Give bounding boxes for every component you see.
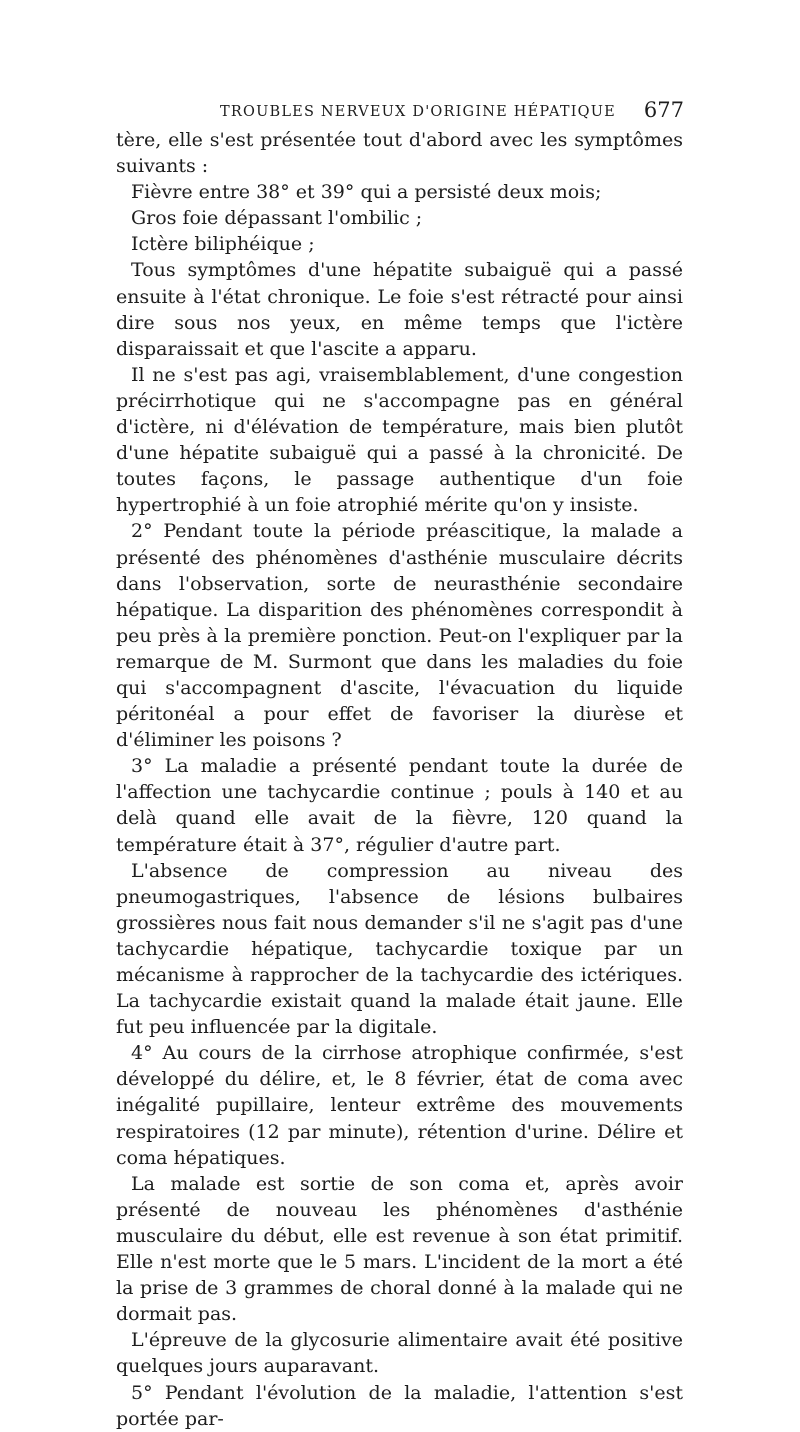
running-header (114, 98, 686, 128)
paragraph-point-5: 5° Pendant l'évolution de la maladie, l'attention s'est portée par- (116, 1381, 683, 1430)
paragraph: Il ne s'est pas agi, vraisemblablement, d'une congestion précirrhotique qui ne s'accompagne pas en général d'ictère, ni d'élévation de température, mais bien plutôt d'une hépatite subaiguë qui a passé à la chronicité. De toutes façons, le passage authentique d'un foie hypertrophié à un foie atrophié mérite qu'on y insiste. (116, 363, 683, 517)
page-body (116, 127, 683, 1432)
paragraph: Tous symptômes d'une hépatite subaiguë qui a passé ensuite à l'état chronique. Le foie s'est rétracté pour ainsi dire sous nos yeux, en même temps que l'ictère disparaissait et que l'ascite a apparu. (116, 259, 683, 360)
paragraph-point-2: 2° Pendant toute la période préascitique, la malade a présenté des phénomènes d'asthénie musculaire décrits dans l'observation, sorte de neurasthénie secondaire hépatique. La disparition des phénomènes correspondit à peu près à la première ponction. Peut-on l'expliquer par la remarque de M. Surmont que dans les maladies du foie qui s'accompagnent d'ascite, l'évacuation du liquide péritonéal a pour effet de favoriser la diurèse et d'éliminer les poisons ? (116, 520, 683, 752)
symptom-jaundice: Ictère biliphéique ; (131, 233, 315, 256)
paragraph-point-4: 4° Au cours de la cirrhose atrophique confirmée, s'est développé du délire, et, le 8 février, état de coma avec inégalité pupillaire, lenteur extrême des mouvements respiratoires (12 par minute), rétention d'urine. Délire et coma hépatiques. (116, 1042, 683, 1169)
symptom-fever: Fièvre entre 38° et 39° qui a persisté deux mois; (131, 181, 602, 204)
paragraph: La malade est sortie de son coma et, après avoir présenté de nouveau les phénomènes d'asthénie musculaire du début, elle est revenue à son état primitif. Elle n'est morte que le 5 mars. L'incident de la mort a été la prise de 3 grammes de choral donné à la malade qui ne dormait pas. (116, 1172, 683, 1326)
paragraph: L'épreuve de la glycosurie alimentaire avait été positive quelques jours auparavant. (116, 1329, 683, 1378)
paragraph: L'absence de compression au niveau des pneumogastriques, l'absence de lésions bulbaires grossières nous fait nous demander s'il ne s'agit pas d'une tachycardie hépatique, tachycardie toxique par un mécanisme à rapprocher de la tachycardie des ictériques. La tachycardie existait quand la malade était jaune. Elle fut peu influencée par la digitale. (116, 859, 683, 1039)
page-number: 677 (643, 98, 684, 122)
running-title: TROUBLES NERVEUX D'ORIGINE HÉPATIQUE (220, 104, 616, 120)
paragraph-point-3: 3° La maladie a présenté pendant toute la durée de l'affection une tachycardie continue ; pouls à 140 et au delà quand elle avait de la fièvre, 120 quand la température était à 37°, régulier d'autre part. (116, 755, 683, 856)
symptom-liver: Gros foie dépassant l'ombilic ; (131, 207, 423, 230)
paragraph-continuation: tère, elle s'est présentée tout d'abord avec les symptômes suivants : (116, 129, 683, 178)
